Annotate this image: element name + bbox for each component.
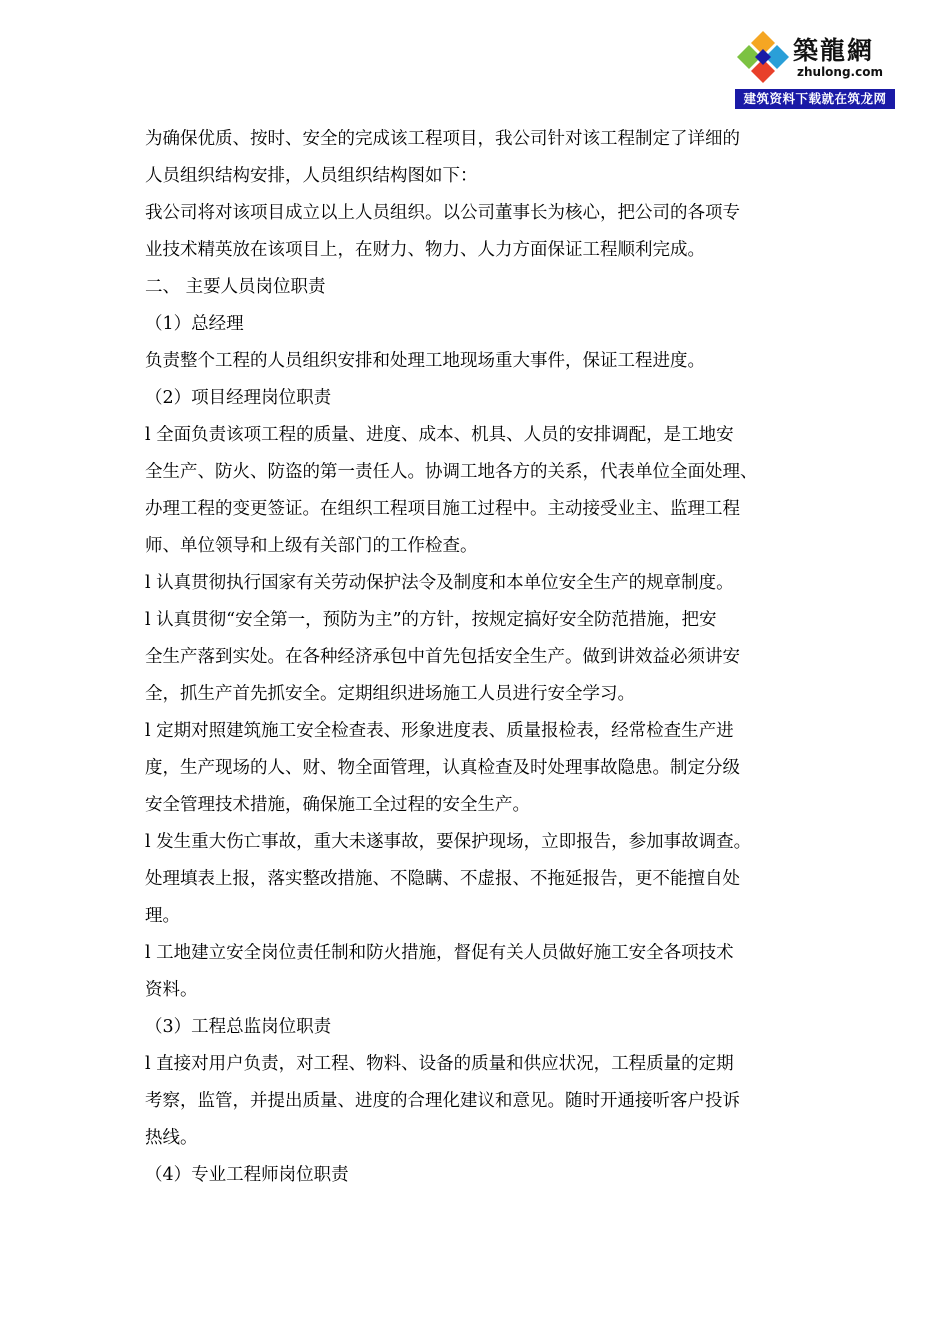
text-line: 业技术精英放在该项目上，在财力、物力、人力方面保证工程顺利完成。 bbox=[145, 240, 705, 260]
text-line: 办理工程的变更签证。在组织工程项目施工过程中。主动接受业主、监理工程 bbox=[145, 499, 740, 519]
logo-top bbox=[735, 27, 895, 89]
text-line: 为确保优质、按时、安全的完成该工程项目，我公司针对该工程制定了详细的 bbox=[145, 129, 740, 149]
text-line: l 直接对用户负责，对工程、物料、设备的质量和供应状况，工程质量的定期 bbox=[145, 1054, 734, 1074]
text-line: l 定期对照建筑施工安全检查表、形象进度表、质量报检表，经常检查生产进 bbox=[145, 721, 734, 741]
logo-name: 築龍網 bbox=[793, 36, 875, 65]
subsection-heading: （3）工程总监岗位职责 bbox=[145, 1017, 332, 1037]
text-line: 处理填表上报，落实整改措施、不隐瞒、不虚报、不拖延报告，更不能擅自处 bbox=[145, 869, 740, 889]
text-line: 师、单位领导和上级有关部门的工作检查。 bbox=[145, 536, 478, 556]
text-line: 安全管理技术措施，确保施工全过程的安全生产。 bbox=[145, 795, 530, 815]
text-line: 度，生产现场的人、财、物全面管理，认真检查及时处理事故隐患。制定分级 bbox=[145, 758, 740, 778]
text-line: 人员组织结构安排，人员组织结构图如下： bbox=[145, 166, 478, 186]
text-line: 资料。 bbox=[145, 980, 198, 1000]
subsection-heading: （2）项目经理岗位职责 bbox=[145, 388, 332, 408]
text-line: l 认真贯彻“安全第一，预防为主”的方针，按规定搞好安全防范措施，把安 bbox=[145, 610, 717, 630]
text-line: 热线。 bbox=[145, 1128, 198, 1148]
text-line: 考察，监管，并提出质量、进度的合理化建议和意见。随时开通接听客户投诉 bbox=[145, 1091, 740, 1111]
logo-domain: zhulong.com bbox=[797, 65, 883, 79]
text-line: l 认真贯彻执行国家有关劳动保护法令及制度和本单位安全生产的规章制度。 bbox=[145, 573, 734, 593]
text-line: 我公司将对该项目成立以上人员组织。以公司董事长为核心，把公司的各项专 bbox=[145, 203, 740, 223]
text-line: 全生产、防火、防盗的第一责任人。协调工地各方的关系，代表单位全面处理、 bbox=[145, 462, 758, 482]
section-heading: 二、 主要人员岗位职责 bbox=[145, 277, 326, 297]
text-line: 负责整个工程的人员组织安排和处理工地现场重大事件，保证工程进度。 bbox=[145, 351, 705, 371]
logo-banner: 建筑资料下载就在筑龙网 bbox=[735, 89, 895, 109]
subsection-heading: （4）专业工程师岗位职责 bbox=[145, 1165, 349, 1185]
text-line: l 发生重大伤亡事故，重大未遂事故，要保护现场，立即报告，参加事故调查。 bbox=[145, 832, 752, 852]
text-line: l 工地建立安全岗位责任制和防火措施，督促有关人员做好施工安全各项技术 bbox=[145, 943, 734, 963]
document-body bbox=[145, 121, 820, 1194]
text-line: 理。 bbox=[145, 906, 180, 926]
subsection-heading: （1）总经理 bbox=[145, 314, 244, 334]
text-line: 全，抓生产首先抓安全。定期组织进场施工人员进行安全学习。 bbox=[145, 684, 635, 704]
logo-diamond-icon bbox=[735, 29, 791, 85]
zhulong-logo[interactable] bbox=[735, 27, 895, 109]
text-line: l 全面负责该项工程的质量、进度、成本、机具、人员的安排调配，是工地安 bbox=[145, 425, 734, 445]
text-line: 全生产落到实处。在各种经济承包中首先包括安全生产。做到讲效益必须讲安 bbox=[145, 647, 740, 667]
